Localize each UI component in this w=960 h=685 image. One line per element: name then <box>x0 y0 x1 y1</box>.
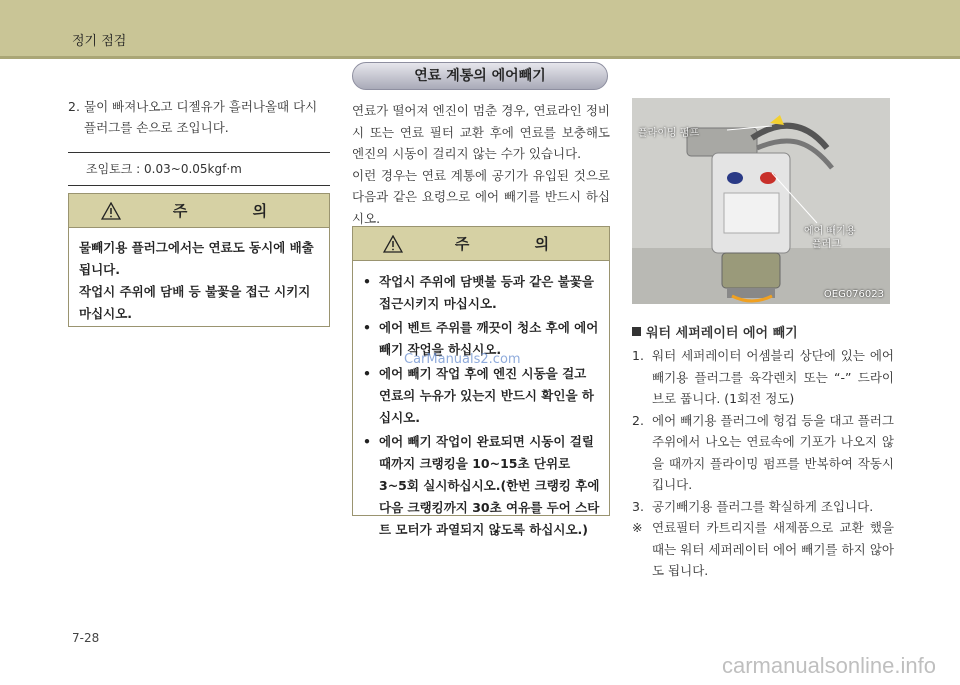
caution-list <box>353 261 609 541</box>
intro-text <box>352 100 610 229</box>
step-text: 물이 빠져나오고 디젤유가 흘러나올때 다시 플러그를 손으로 조입니다. <box>84 99 318 135</box>
intro-paragraph: 연료가 떨어져 엔진이 멈춘 경우, 연료라인 정비시 또는 연료 필터 교환 후에 연료를 보충해도 엔진의 시동이 걸리지 않는 수가 있습니다. <box>352 103 610 161</box>
step-item: 2. 에어 빼기용 플러그에 헝겁 등을 대고 플러그 주위에서 나오는 연료속에 기포가 나오지 않을 때까지 플라이밍 펌프를 반복하여 작동시킵니다. <box>632 412 894 492</box>
watermark-text: CarManuals2.com <box>404 352 521 367</box>
label-priming-pump: 플라이밍 펌프 <box>638 128 700 139</box>
intro-paragraph: 이런 경우는 연료 계통에 공기가 유입된 것으로 다음과 같은 요령으로 에어 빼기를 반드시 하십시오. <box>352 167 610 226</box>
label-air-vent-plug-2: 플러그 <box>812 239 841 250</box>
caution-body <box>69 228 329 334</box>
caution-box-left <box>68 193 330 327</box>
section-title-air-bleed: 연료 계통의 에어빼기 <box>352 62 608 90</box>
caution-title: 주 의 <box>172 202 298 220</box>
figure-code: OEG076023 <box>823 289 884 300</box>
site-watermark: carmanualsonline.info <box>721 653 936 678</box>
left-column <box>68 96 330 186</box>
step-item: 3. 공기빼기용 플러그를 확실하게 조입니다. <box>632 498 874 514</box>
caution-box-middle <box>352 226 610 537</box>
caution-line: 물빼기용 플러그에서는 연료도 동시에 배출됩니다. <box>79 240 314 277</box>
fuel-filter-photo <box>632 98 890 304</box>
water-separator-title: 워터 세퍼레이터 에어 빼기 <box>632 322 798 341</box>
note-item: ※ 연료필터 카트리지를 새제품으로 교환 했을때는 워터 세퍼레이터 에어 빼기를 하지 않아도 됩니다. <box>632 520 894 578</box>
step-item: 1. 워터 세퍼레이터 어셈블리 상단에 있는 에어빼기용 플러그를 육각렌치 또는 “-” 드라이브로 풉니다. (1회전 정도) <box>632 348 894 406</box>
header-bar <box>0 0 960 56</box>
header-rule <box>0 56 960 59</box>
warning-icon <box>383 235 403 253</box>
caution-bullet: • 에어 벤트 주위를 깨끗이 청소 후에 에어빼기 작업을 하십시오. <box>363 320 599 357</box>
label-air-vent-plug-1: 에어 빼기용 <box>804 226 856 237</box>
water-separator-steps <box>632 345 894 582</box>
caution-bullet: • 작업시 주위에 담뱃불 등과 같은 불꽃을 접근시키지 마십시오. <box>363 274 594 311</box>
page-number: 7-28 <box>72 631 100 645</box>
caution-line: 작업시 주위에 담배 등 불꽃을 접근 시키지 마십시오. <box>79 284 311 321</box>
step-2 <box>68 96 330 138</box>
square-bullet-icon <box>632 327 641 336</box>
warning-icon <box>101 202 121 220</box>
section-header-title: 정기 점검 <box>72 34 127 49</box>
torque-spec: 조임토크 : 0.03~0.05kgf·m <box>68 152 330 186</box>
caution-header <box>69 194 329 228</box>
caution-bullet: • 에어 빼기 작업 후에 엔진 시동을 걸고 연료의 누유가 있는지 반드시 확인을 하십시오. <box>363 366 594 425</box>
step-number: 2. <box>68 99 80 114</box>
caution-title: 주 의 <box>454 235 580 253</box>
caution-header <box>353 227 609 261</box>
caution-bullet: • 에어 빼기 작업이 완료되면 시동이 걸릴 때까지 크랭킹을 10~15초 단위로 3~5회 실시하십시오.(한번 크랭킹 후에 다음 크랭킹까지 30초 여유를 두어 스타트 모터가 과열되지 않도록 하십시오.) <box>363 434 600 537</box>
